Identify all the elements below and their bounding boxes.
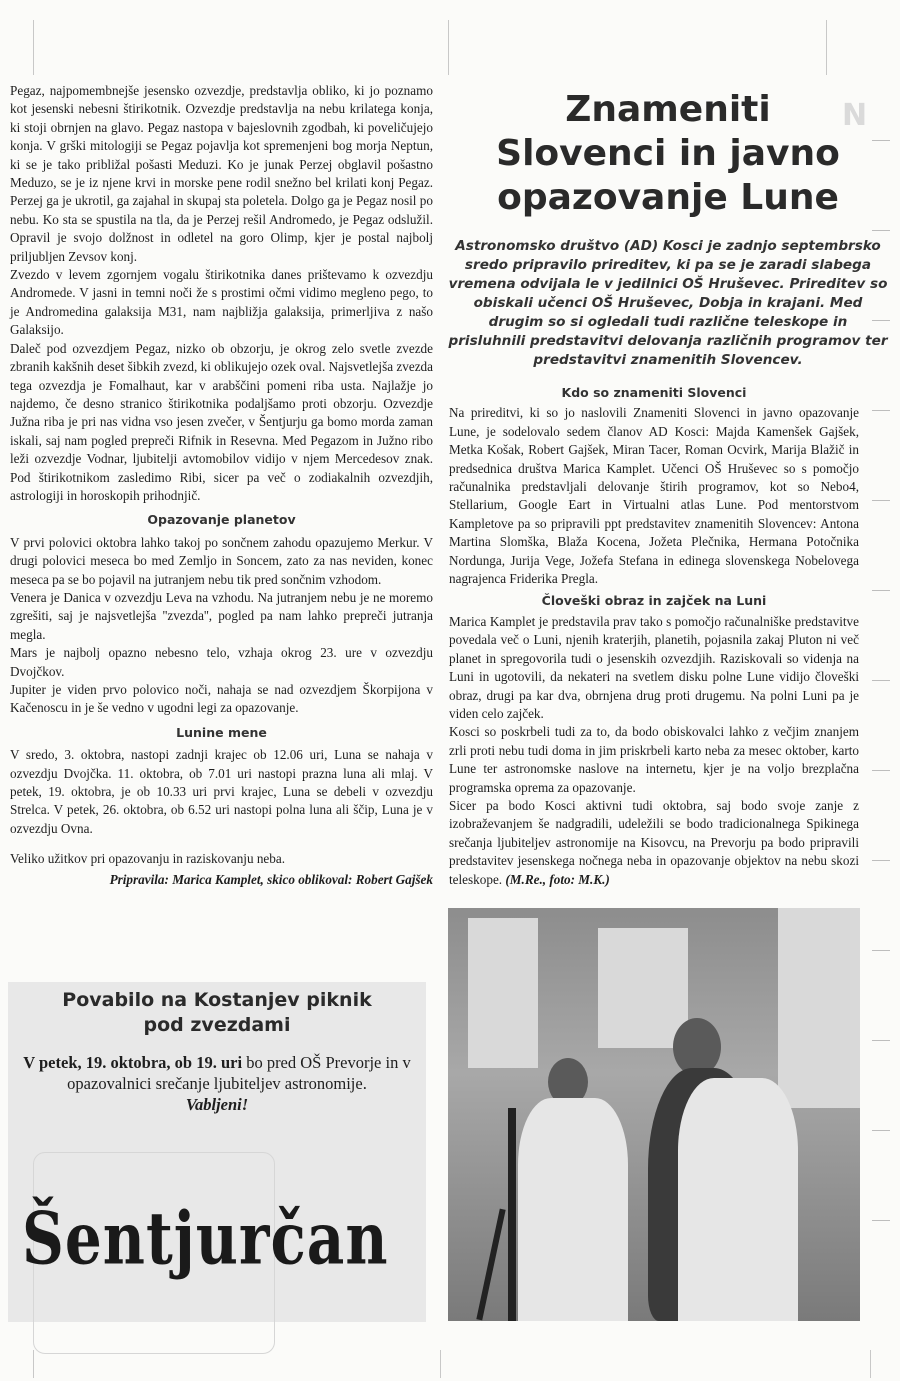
paragraph: Veliko užitkov pri opazovanju in raziskovanju neba. — [10, 851, 286, 867]
invite-date: V petek, 19. oktobra, ob 19. uri — [23, 1053, 243, 1072]
paragraph-text: Sicer pa bodo Kosci aktivni tudi oktobra, saj bodo svoje zanje z izobraževanjem še nadgradili, udeležili se bodo tradicionalnega Spikinega srečanja ljubiteljev astronomije na Kisovcu, na Prevorju pa bodo pripravili predstavitev jesenskega nočnega neba in opazovanje objektov na nebu skozi teleskope. — [449, 797, 859, 887]
photo-window — [598, 928, 688, 1048]
fold-mark — [448, 20, 449, 75]
article-title — [448, 88, 888, 220]
margin-line — [872, 1040, 890, 1041]
margin-line — [872, 860, 890, 861]
article-photo — [448, 908, 860, 1321]
paragraph: Venera je Danica v ozvezdju Leva na vzhodu. Na jutranjem nebu je ne moremo zgrešiti, saj je najsvetlejša ''zvezda'', pogled pa nam lahko prepreči jutranja megla. — [10, 589, 433, 642]
section-heading-moon: Lunine mene — [176, 724, 267, 740]
section-heading-slovenes: Kdo so znameniti Slovenci — [561, 385, 747, 400]
paragraph: Zvezdo v levem zgornjem vogalu štirikotnika danes prištevamo k ozvezdju Andromede. V jasni in temni noči že s prostimi očmi vidimo megleno pego, to je Andromedina galaksija M31, nam najbližja galaksija, primerljiva z našo Galaksijo. — [10, 267, 433, 338]
fold-mark — [870, 1350, 871, 1378]
paragraph: V prvi polovici oktobra lahko takoj po sončnem zahodu opazujemo Merkur. V drugi polovici meseca bo med Zemljo in Soncem, zato za nas neviden, konec meseca pa se bo pojavil na jutranjem nebu tik pred sončnim vzhodom. — [10, 534, 433, 587]
margin-line — [872, 140, 890, 141]
section-heading-planets: Opazovanje planetov — [147, 512, 296, 528]
margin-line — [872, 680, 890, 681]
article-lead: Astronomsko društvo (AD) Kosci je zadnjo septembrsko sredo pripravilo prireditev, ki pa se je zaradi slabega vremena odvijala le v jedilnici OŠ Hruševec. Prireditev so obiskali učenci OŠ Hruševec, Dobja in krajani. Med drugim so si ogledali tudi različne teleskope in prisluhnili predstavitvi delovanja različnih programov ter predstavitvi znamenitih Slovencev. — [448, 238, 888, 368]
right-column — [449, 380, 859, 889]
fold-mark — [33, 1350, 34, 1378]
invite-body: bo pred OŠ Prevorje in v opazovalnici srečanje ljubiteljev astronomije. — [67, 1053, 411, 1093]
invite-closing: Vabljeni! — [185, 1095, 249, 1114]
fold-mark — [33, 20, 34, 75]
article-title-line: Znameniti — [565, 89, 771, 130]
paragraph: Kosci so poskrbeli tudi za to, da bodo obiskovalci lahko z večjim znanjem zrli proti nebu tudi doma in jim priskrbeli karto neba za mesec oktober, karto Lune ter astronomske naslove na internetu, kjer je na voljo brezplačna programska oprema za opazovanje. — [449, 724, 859, 795]
margin-line — [872, 410, 890, 411]
paragraph: Marica Kamplet je predstavila prav tako s pomočjo računalniške predstavitve povedala več o Luni, njenih kraterjih, planetih, pojasnila zakaj Pluton ni več planet in spregovorila tudi o jesenskih ozvezdjih. Raziskovali so videnja na Luni in ugotovili, da nekateri na svetlem disku polne Lune vidijo človeški obraz, drugi pa kar dva, obrnjena drug proti drugemu. Na polni Luni pa je viden celo zajček. — [449, 613, 859, 721]
photo-window — [468, 918, 538, 1068]
paragraph: Na prireditvi, ki so jo naslovili Znameniti Slovenci in javno opazovanje Lune, je sodelovalo sedem članov AD Kosci: Majda Kamenšek Gajšek, Metka Košak, Robert Gajšek, Miran Tacer, Roman Ocvirk, Marija Blažič in predsednica društva Marica Kamplet. Učenci OŠ Hruševec so s pomočjo računalnika predstavljali delovanje štirih programov, kot so Nebo4, Stellarium, Google Eart in Virtualni atlas Lune. Pod mentorstvom Kampletove pa so pripravili ppt predstavitev znamenitih Slovencev: Antona Martina Slomška, Blaža Kocena, Jožeta Plečnika, Hermana Potočnika Nordunga, Jurija Vege, Jožefa Stefana in edinega slovenskega Nobelovega nagrajenca Friderika Pregla. — [449, 405, 859, 587]
paragraph: Mars je najbolj opazno nebesno telo, vzhaja okrog 23. ure v ozvezdju Dvojčkov. — [10, 645, 433, 679]
paragraph — [449, 797, 859, 889]
margin-line — [872, 500, 890, 501]
margin-line — [872, 950, 890, 951]
ghost-print-through: N — [842, 98, 868, 133]
margin-line — [872, 1220, 890, 1221]
paragraph: Pegaz, najpomembnejše jesensko ozvezdje, predstavlja obliko, ki jo poznamo kot jesenski nebesni štirikotnik. Ozvezdje predstavlja na nebu krilatega konja, ki stoji obrnjen na glavo. Pegaz nastopa v bajeslovnih zgodbah, ki poveličujejo konja. V grški mitologiji se Pegaz pojavlja kot spremenjeni bog morja Neptun, ki se je tako približal pošasti Meduzi. Ko je junak Perzej obglavil pošastno Meduzo, se je iz njene krvi in morske pene rodil snežno bel krilati konj Pegaz. Perzej ga je ukrotil, ga zajahal in skupaj sta poletela. Dolgo ga je Pegaz nosil po nebu. Ko sta se spustila na tla, da je Perzej rešil Andromedo, je Pegaz odslužil. Opravil je svojo dolžnost in odletel na goro Olimp, kjer je postal najbolj priljubljen Zevsov konj. — [10, 83, 433, 264]
margin-line — [872, 590, 890, 591]
invite-title-line: pod zvezdami — [143, 1014, 291, 1036]
article-title-line: opazovanje Lune — [497, 177, 839, 218]
fold-mark — [440, 1350, 441, 1378]
margin-line — [872, 230, 890, 231]
invite-title-line: Povabilo na Kostanjev piknik — [62, 989, 372, 1011]
paragraph: Daleč pod ozvezdjem Pegaz, nizko ob obzorju, je okrog zelo svetle zvezde zbranih kakšnih deset šibkih zvezd, ki oblikujejo ozek oval. Najsvetlejša zvezda tega ozvezdja je Fomalhaut, kar v arabščini pomeni riba usta. Najlažje jo najdemo, če desno stranico štirikotnika podaljšamo proti obzorju. Ozvezdje Južna riba je pri nas vidna vso jesen zvečer, v Šentjurju ga bomo morda zaman iskali, saj nam pogled prepreči Rifnik in Resevna. Med Pegazom in Južno ribo leži ozvezdje Vodnar, ljubitelji avtomobilov vidijo v njem Mercedesov znak. Pod štirikotnikom zasledimo Ribi, sicer pa več o zodiakalnih ozvezdjih, astrologiji in horoskopih prihodnjič. — [10, 340, 433, 503]
left-column — [10, 82, 433, 889]
sentjurcan-logo: Šentjurčan — [22, 1196, 389, 1281]
photo-tripod — [476, 1209, 505, 1321]
invite-text — [8, 1052, 426, 1115]
paragraph: Jupiter je viden prvo polovico noči, nahaja se nad ozvezdjem Škorpijona v Kačenoscu in je še vedno v ugodni legi za opazovanje. — [10, 682, 433, 716]
margin-line — [872, 320, 890, 321]
photo-window — [778, 908, 860, 1108]
invite-title — [8, 988, 426, 1038]
article-title-line: Slovenci in javno — [496, 133, 840, 174]
photo-tripod — [508, 1108, 516, 1321]
fold-mark — [826, 20, 827, 75]
photo-credit: (M.Re., foto: M.K.) — [505, 871, 610, 887]
section-heading-moon-face: Človeški obraz in zajček na Luni — [541, 593, 767, 609]
photo-person-vest — [678, 1078, 798, 1321]
paragraph: V sredo, 3. oktobra, nastopi zadnji krajec ob 12.06 uri, Luna se nahaja v ozvezdju Dvojčka. 11. oktobra, ob 7.01 uri nastopi prazna luna ali mlaj. V petek, 19. oktobra, je ob 10.33 uri prvi krajec, Luna se debeli v ozvezdju Strelca. V petek, 26. oktobra, ob 6.52 uri nastopi polna luna ali ščip, Luna je v ozvezdju Ovna. — [10, 747, 433, 836]
author-credit: Pripravila: Marica Kamplet, skico oblikoval: Robert Gajšek — [109, 871, 433, 887]
photo-person-vest — [518, 1098, 628, 1321]
margin-line — [872, 1130, 890, 1131]
invite-box — [8, 982, 426, 1322]
margin-line — [872, 770, 890, 771]
